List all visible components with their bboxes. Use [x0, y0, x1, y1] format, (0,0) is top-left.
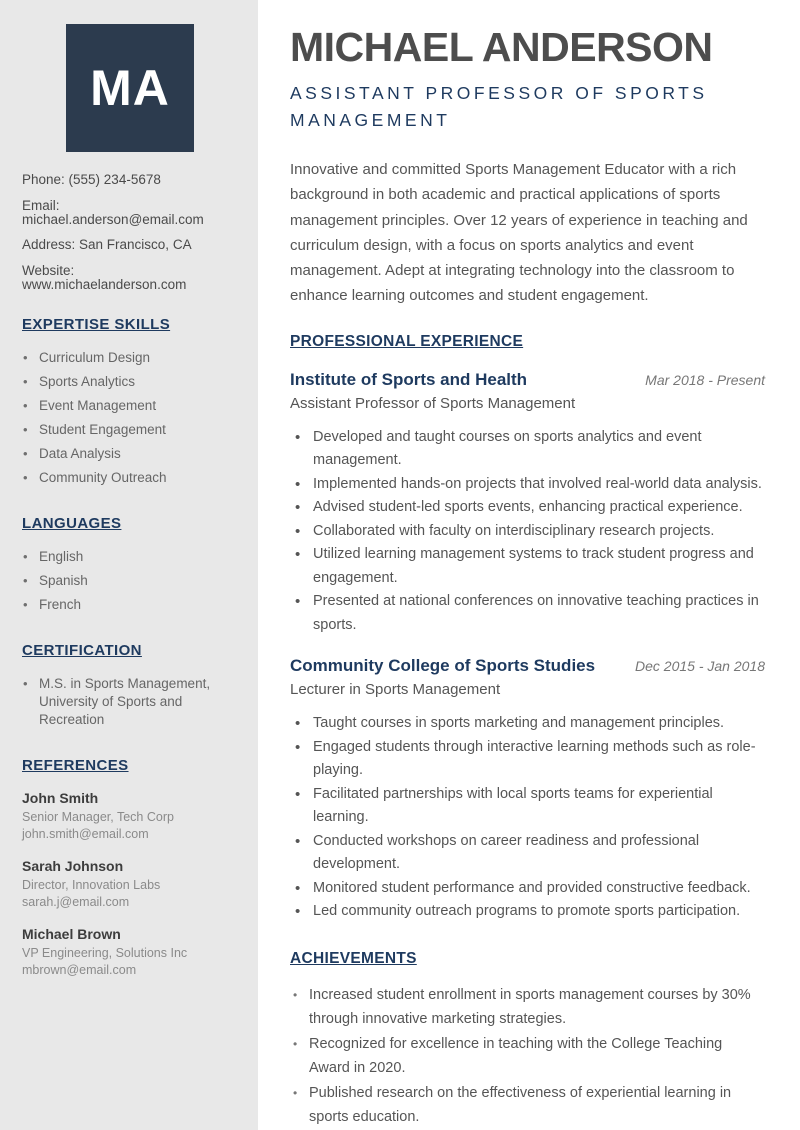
job-bullet-list — [290, 712, 765, 924]
section-references — [22, 757, 238, 980]
contact-address: Address: San Francisco, CA — [22, 237, 192, 252]
skill-item: • Curriculum Design — [22, 349, 238, 367]
reference-person — [22, 790, 238, 844]
contact-phone: Phone: (555) 234-5678 — [22, 172, 161, 187]
job-bullet: • Presented at national conferences on innovative teaching practices in sports. — [290, 590, 765, 637]
achievement-bullet: • Recognized for excellence in teaching with the College Teaching Award in 2020. — [290, 1032, 765, 1081]
reference-email: mbrown@email.com — [22, 963, 137, 977]
reference-name: Sarah Johnson — [22, 857, 124, 874]
job-entry — [290, 370, 765, 638]
job-header — [290, 370, 765, 390]
person-name: MICHAEL ANDERSON — [290, 24, 713, 70]
summary-paragraph: Innovative and committed Sports Management Educator with a rich background in both academic and practical applications of sports management principles. Over 12 years of experience in teaching and curriculum design, with a focus on sports analytics and event management. Adept at integrating technology into the classroom to enhance learning outcomes and student engagement. — [290, 161, 748, 305]
job-bullet: • Implemented hands-on projects that involved real-world data analysis. — [290, 473, 765, 497]
main-content — [258, 0, 800, 1130]
skill-item: • Student Engagement — [22, 421, 238, 439]
job-header — [290, 656, 765, 676]
reference-name: John Smith — [22, 789, 99, 806]
reference-name: Michael Brown — [22, 925, 121, 942]
job-entry — [290, 656, 765, 924]
reference-person — [22, 858, 238, 912]
avatar — [66, 24, 194, 152]
references-heading: REFERENCES — [22, 756, 129, 774]
contact-email: Email: michael.anderson@email.com — [22, 197, 204, 227]
job-bullet: • Led community outreach programs to promote sports participation. — [290, 900, 765, 924]
job-bullet: • Developed and taught courses on sports analytics and event management. — [290, 426, 765, 473]
reference-role: Director, Innovation Labs — [22, 877, 161, 892]
certification-list — [22, 675, 238, 729]
job-bullet-list — [290, 426, 765, 638]
skill-item: • Community Outreach — [22, 469, 238, 487]
job-bullet: • Taught courses in sports marketing and management principles. — [290, 712, 765, 736]
job-bullet: • Collaborated with faculty on interdisciplinary research projects. — [290, 520, 765, 544]
job-bullet: • Advised student-led sports events, enhancing practical experience. — [290, 496, 765, 520]
reference-email: john.smith@email.com — [22, 827, 149, 841]
job-dates: Mar 2018 - Present — [645, 371, 765, 388]
sidebar — [0, 0, 258, 1130]
company-name: Institute of Sports and Health — [290, 369, 528, 389]
reference-person — [22, 926, 238, 980]
achievement-bullet: • Increased student enrollment in sports management courses by 30% through innovative marketing strategies. — [290, 983, 765, 1032]
reference-email: sarah.j@email.com — [22, 895, 130, 909]
expertise-skills-heading: EXPERTISE SKILLS — [22, 315, 171, 333]
skill-item: • Data Analysis — [22, 445, 238, 463]
language-item: • English — [22, 548, 238, 566]
job-bullet: • Conducted workshops on career readiness and professional development. — [290, 830, 765, 877]
job-bullet: • Engaged students through interactive learning methods such as role-playing. — [290, 736, 765, 783]
job-role: Assistant Professor of Sports Management — [290, 394, 576, 412]
job-bullet: • Monitored student performance and provided constructive feedback. — [290, 877, 765, 901]
contact-website: Website: www.michaelanderson.com — [22, 262, 187, 292]
languages-list — [22, 548, 238, 614]
section-certification — [22, 642, 238, 729]
contact-block — [22, 173, 238, 292]
job-bullet: • Utilized learning management systems to track student progress and engagement. — [290, 543, 765, 590]
job-dates: Dec 2015 - Jan 2018 — [635, 658, 765, 675]
person-title: ASSISTANT PROFESSOR OF SPORTS MANAGEMENT — [290, 83, 708, 130]
job-role: Lecturer in Sports Management — [290, 681, 501, 699]
job-bullet: • Facilitated partnerships with local sports teams for experiential learning. — [290, 783, 765, 830]
achievements-heading: ACHIEVEMENTS — [290, 949, 417, 967]
skill-item: • Sports Analytics — [22, 373, 238, 391]
skill-item: • Event Management — [22, 397, 238, 415]
languages-heading: LANGUAGES — [22, 514, 122, 532]
reference-role: Senior Manager, Tech Corp — [22, 809, 174, 824]
section-expertise-skills — [22, 316, 238, 487]
achievements-list — [290, 983, 765, 1130]
section-languages — [22, 515, 238, 614]
language-item: • Spanish — [22, 572, 238, 590]
language-item: • French — [22, 596, 238, 614]
certification-item: • M.S. in Sports Management, University of Sports and Recreation — [22, 675, 238, 729]
company-name: Community College of Sports Studies — [290, 656, 596, 676]
skills-list — [22, 349, 238, 487]
certification-heading: CERTIFICATION — [22, 641, 142, 659]
reference-role: VP Engineering, Solutions Inc — [22, 945, 188, 960]
professional-experience-heading: PROFESSIONAL EXPERIENCE — [290, 332, 524, 350]
achievement-bullet: • Published research on the effectiveness of experiential learning in sports education. — [290, 1081, 765, 1130]
avatar-initials: MA — [90, 60, 170, 116]
